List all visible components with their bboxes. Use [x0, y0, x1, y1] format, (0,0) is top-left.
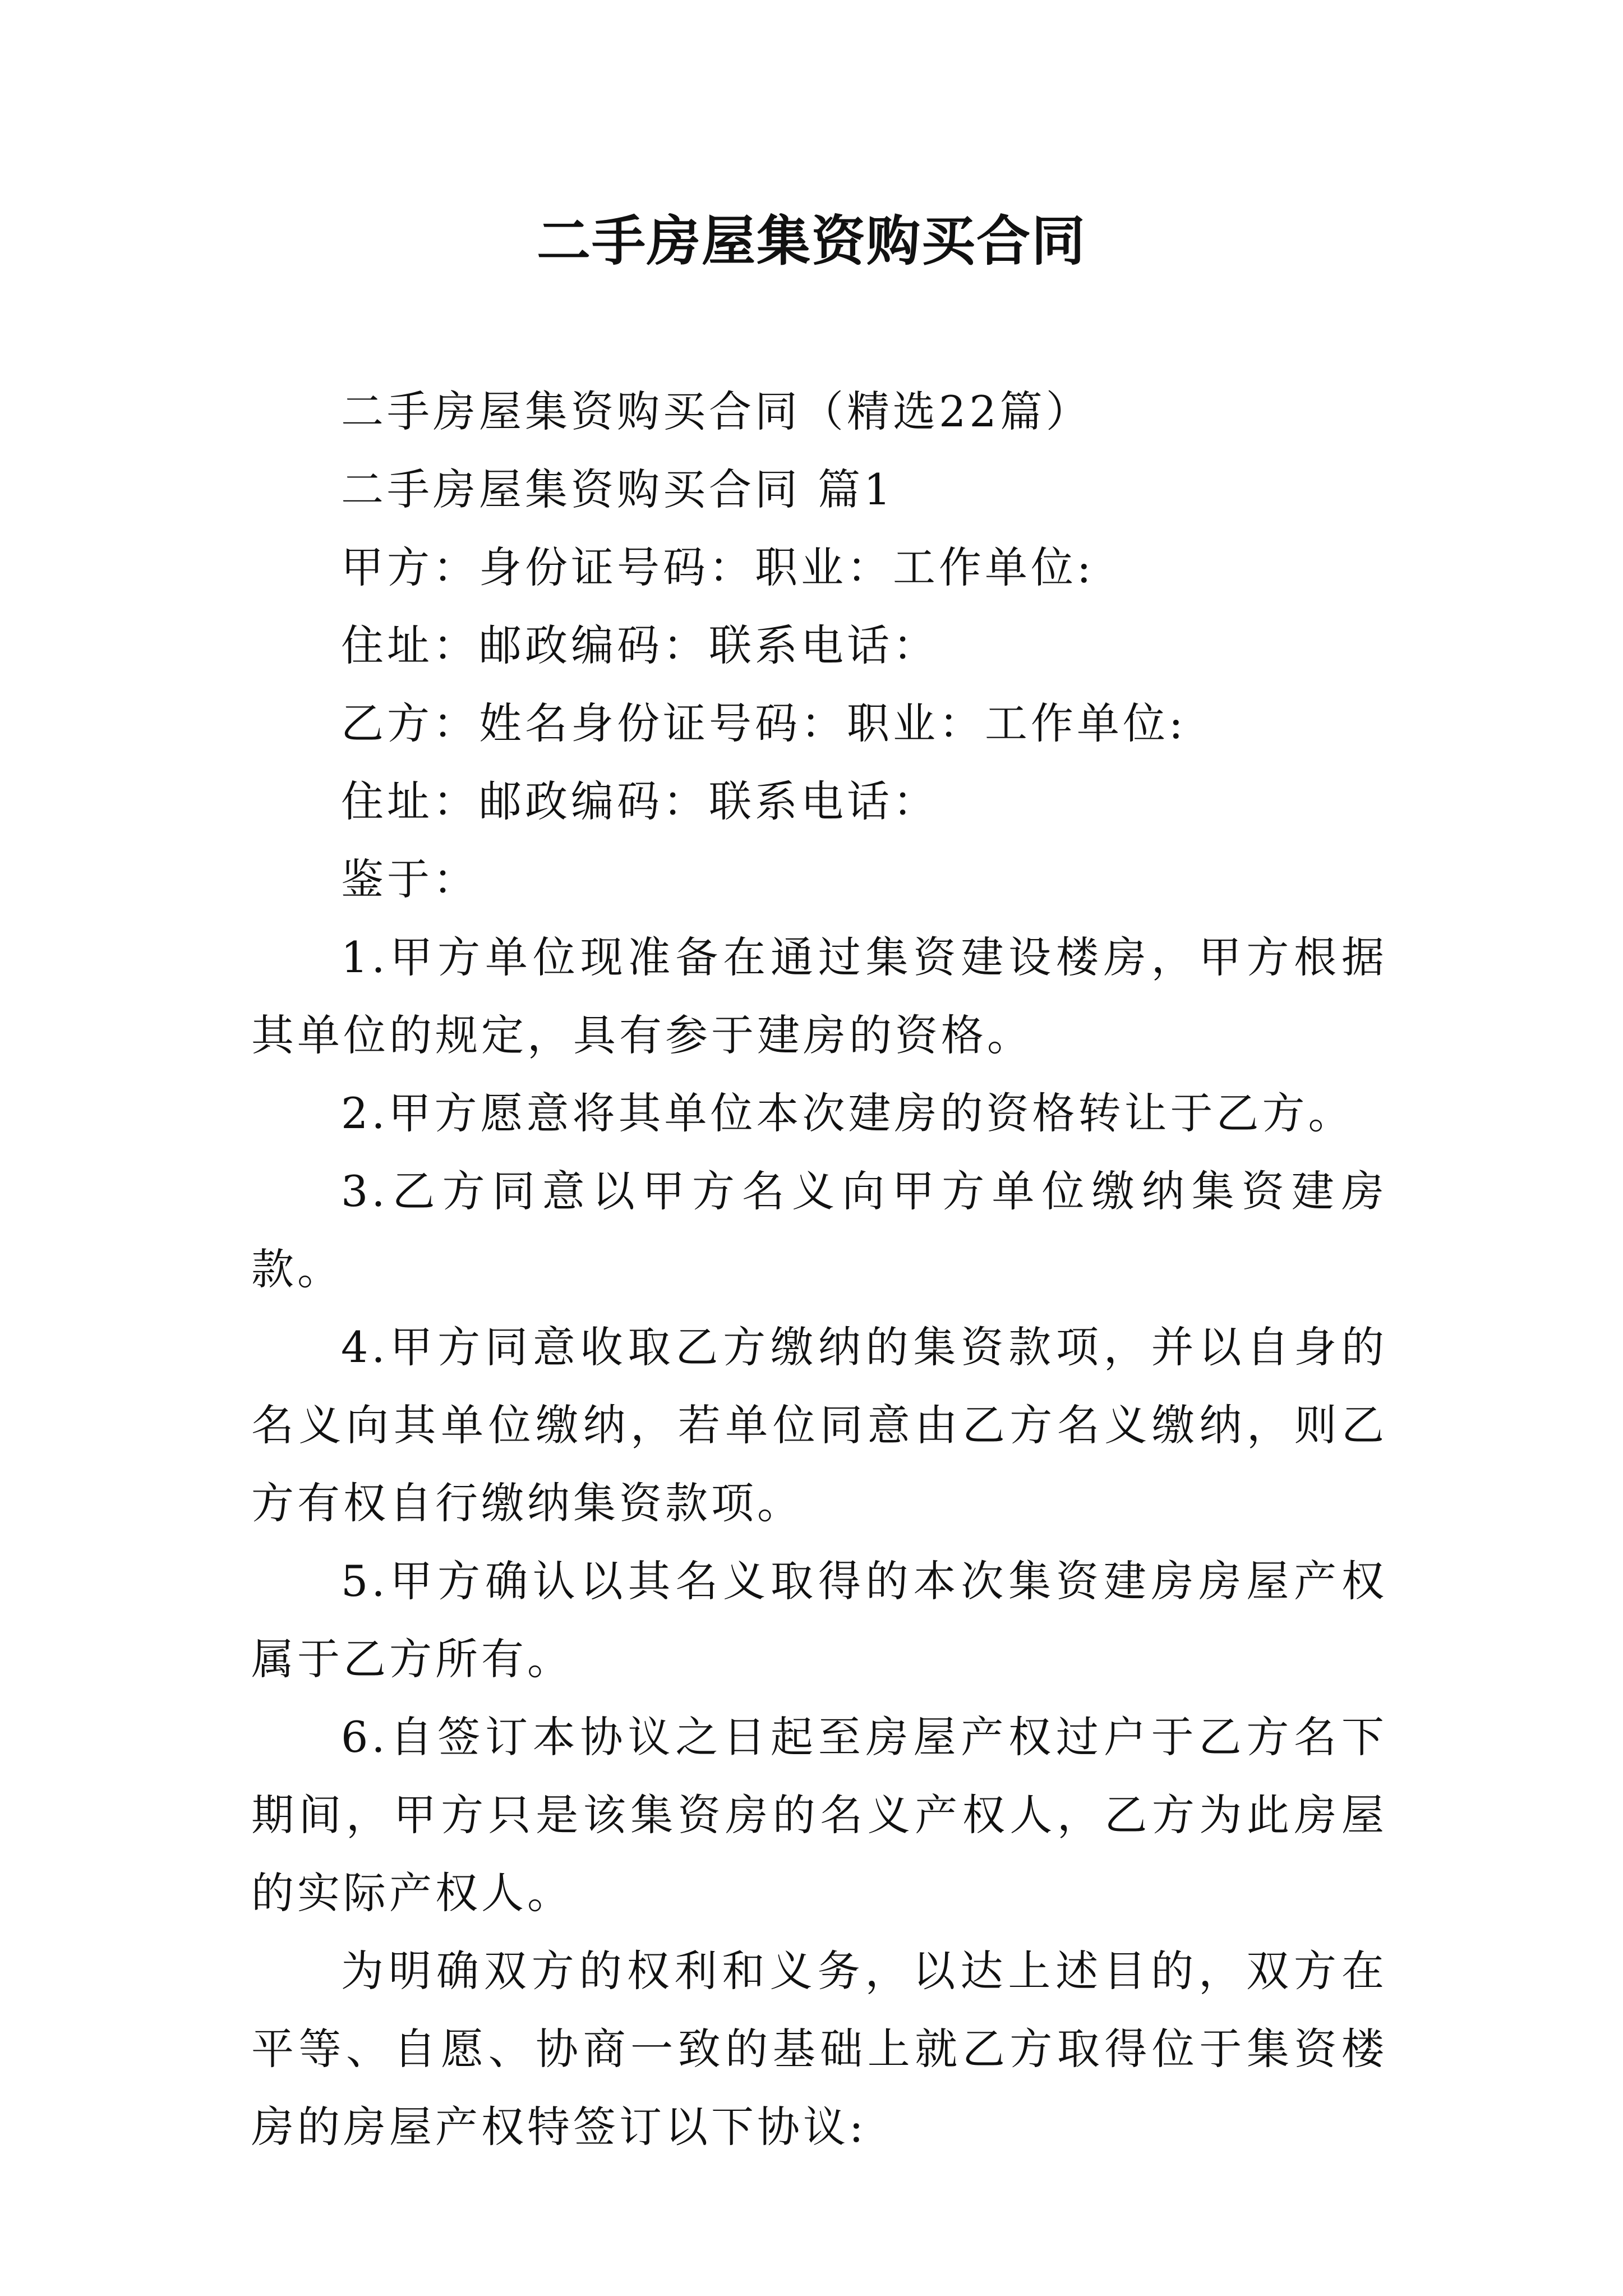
document-body — [251, 372, 1387, 2166]
paragraph-clause-2: 2.甲方愿意将其单位本次建房的资格转让于乙方。 — [341, 1088, 1354, 1138]
paragraph-clause-6: 6.自签订本协议之日起至房屋产权过户于乙方名下期间，甲方只是该集资房的名义产权人，乙方为此房屋的实际产权人。 — [251, 1712, 1387, 1918]
paragraph-party-a-address: 住址：邮政编码：联系电话： — [341, 620, 939, 670]
paragraph-whereas: 鉴于： — [341, 854, 479, 904]
paragraph-clause-1: 1.甲方单位现准备在通过集资建设楼房，甲方根据其单位的规定，具有参于建房的资格。 — [251, 932, 1387, 1060]
paragraph-party-b: 乙方：姓名身份证号码：职业：工作单位: — [341, 698, 1187, 748]
paragraph-clause-4: 4.甲方同意收取乙方缴纳的集资款项，并以自身的名义向其单位缴纳，若单位同意由乙方名义缴纳，则乙方有权自行缴纳集资款项。 — [251, 1322, 1387, 1528]
paragraph-party-a: 甲方：身份证号码：职业：工作单位: — [341, 542, 1095, 592]
document-title: 二手房屋集资购买合同 — [537, 210, 1086, 273]
paragraph-agreement-intro: 为明确双方的权利和义务，以达上述目的，双方在平等、自愿、协商一致的基础上就乙方取得位于集资楼房的房屋产权特签订以下协议: — [251, 1946, 1387, 2152]
paragraph-subtitle: 二手房屋集资购买合同（精选22篇） — [341, 386, 1092, 436]
paragraph-clause-5: 5.甲方确认以其名义取得的本次集资建房房屋产权属于乙方所有。 — [251, 1556, 1387, 1684]
paragraph-clause-3: 3.乙方同意以甲方名义向甲方单位缴纳集资建房款。 — [251, 1166, 1387, 1294]
paragraph-section-heading: 二手房屋集资购买合同 篇1 — [341, 464, 895, 514]
paragraph-party-b-address: 住址：邮政编码：联系电话： — [341, 776, 939, 826]
